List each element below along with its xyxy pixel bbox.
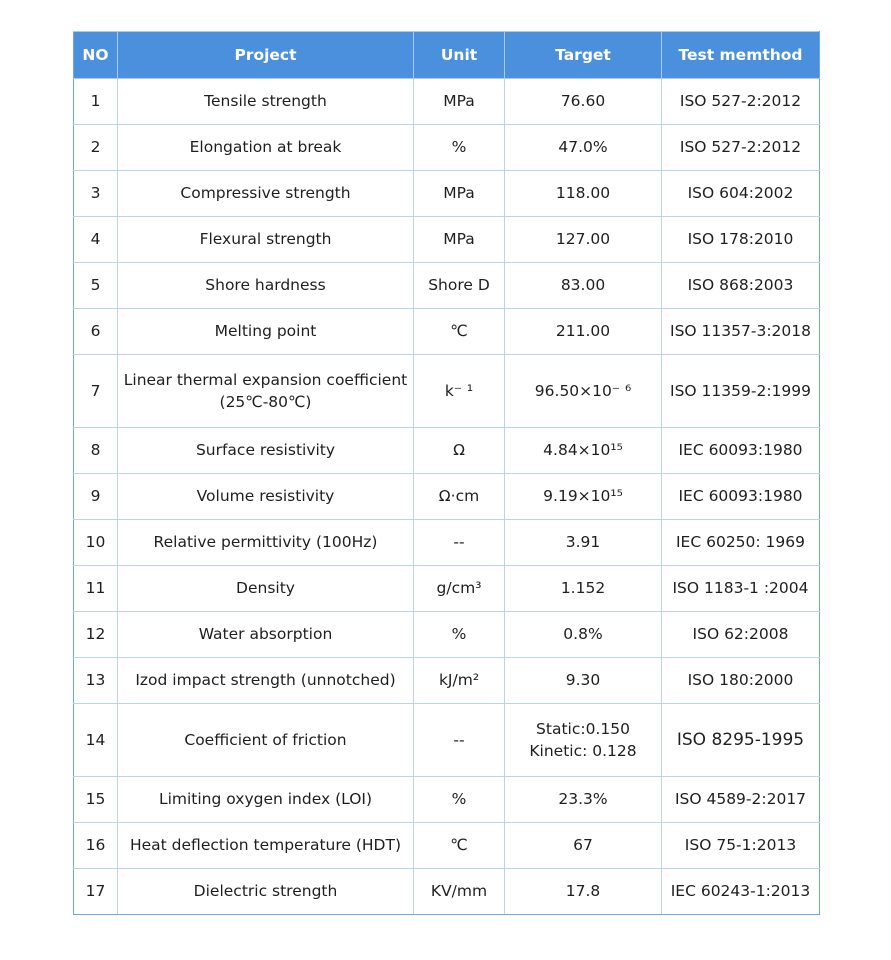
header-no: NO bbox=[74, 32, 118, 79]
properties-table bbox=[73, 31, 820, 915]
table-row bbox=[74, 355, 820, 428]
cell-no: 17 bbox=[74, 869, 118, 915]
cell-project: Surface resistivity bbox=[118, 428, 414, 474]
cell-project: Heat deflection temperature (HDT) bbox=[118, 823, 414, 869]
cell-project: Compressive strength bbox=[118, 171, 414, 217]
cell-no: 16 bbox=[74, 823, 118, 869]
cell-target: 76.60 bbox=[505, 79, 662, 125]
cell-unit: MPa bbox=[414, 217, 505, 263]
table-row bbox=[74, 309, 820, 355]
cell-unit: Ω·cm bbox=[414, 474, 505, 520]
cell-method: ISO 75-1:2013 bbox=[662, 823, 820, 869]
table-row bbox=[74, 704, 820, 777]
cell-target: 83.00 bbox=[505, 263, 662, 309]
table-row bbox=[74, 869, 820, 915]
table-row bbox=[74, 823, 820, 869]
cell-unit: Ω bbox=[414, 428, 505, 474]
cell-method: ISO 8295-1995 bbox=[662, 704, 820, 777]
cell-method: ISO 62:2008 bbox=[662, 612, 820, 658]
cell-project: Density bbox=[118, 566, 414, 612]
cell-project: Water absorption bbox=[118, 612, 414, 658]
cell-target: 9.30 bbox=[505, 658, 662, 704]
cell-project-line1: Linear thermal expansion coefficient bbox=[123, 370, 408, 389]
cell-method: ISO 527-2:2012 bbox=[662, 79, 820, 125]
cell-no: 12 bbox=[74, 612, 118, 658]
table-row bbox=[74, 777, 820, 823]
cell-method: ISO 4589-2:2017 bbox=[662, 777, 820, 823]
cell-unit: MPa bbox=[414, 171, 505, 217]
cell-target: 9.19×10¹⁵ bbox=[505, 474, 662, 520]
cell-project: Limiting oxygen index (LOI) bbox=[118, 777, 414, 823]
cell-method: IEC 60093:1980 bbox=[662, 474, 820, 520]
cell-no: 13 bbox=[74, 658, 118, 704]
table-row bbox=[74, 125, 820, 171]
cell-unit: ℃ bbox=[414, 309, 505, 355]
cell-no: 1 bbox=[74, 79, 118, 125]
table-row bbox=[74, 566, 820, 612]
cell-method: IEC 60250: 1969 bbox=[662, 520, 820, 566]
cell-target: 1.152 bbox=[505, 566, 662, 612]
cell-method: ISO 180:2000 bbox=[662, 658, 820, 704]
table-row bbox=[74, 79, 820, 125]
table-row bbox=[74, 217, 820, 263]
table-row bbox=[74, 658, 820, 704]
cell-unit: k⁻ ¹ bbox=[414, 355, 505, 428]
cell-unit: -- bbox=[414, 520, 505, 566]
cell-no: 9 bbox=[74, 474, 118, 520]
cell-method: ISO 868:2003 bbox=[662, 263, 820, 309]
cell-no: 3 bbox=[74, 171, 118, 217]
cell-target: 118.00 bbox=[505, 171, 662, 217]
cell-method: ISO 11357-3:2018 bbox=[662, 309, 820, 355]
cell-no: 7 bbox=[74, 355, 118, 428]
cell-no: 11 bbox=[74, 566, 118, 612]
cell-project bbox=[118, 355, 414, 428]
cell-target: 0.8% bbox=[505, 612, 662, 658]
cell-no: 10 bbox=[74, 520, 118, 566]
cell-project: Volume resistivity bbox=[118, 474, 414, 520]
cell-unit: g/cm³ bbox=[414, 566, 505, 612]
cell-target bbox=[505, 704, 662, 777]
table-row bbox=[74, 520, 820, 566]
header-test-method: Test memthod bbox=[662, 32, 820, 79]
cell-target-line2: Kinetic: 0.128 bbox=[529, 742, 637, 760]
cell-method: IEC 60093:1980 bbox=[662, 428, 820, 474]
table-row bbox=[74, 263, 820, 309]
cell-method: ISO 604:2002 bbox=[662, 171, 820, 217]
cell-target: 96.50×10⁻ ⁶ bbox=[505, 355, 662, 428]
cell-unit: ℃ bbox=[414, 823, 505, 869]
cell-no: 5 bbox=[74, 263, 118, 309]
cell-target: 4.84×10¹⁵ bbox=[505, 428, 662, 474]
cell-project: Coefficient of friction bbox=[118, 704, 414, 777]
cell-project: Tensile strength bbox=[118, 79, 414, 125]
cell-project: Shore hardness bbox=[118, 263, 414, 309]
cell-no: 4 bbox=[74, 217, 118, 263]
cell-method: ISO 1183-1 :2004 bbox=[662, 566, 820, 612]
cell-target: 211.00 bbox=[505, 309, 662, 355]
cell-unit: % bbox=[414, 125, 505, 171]
cell-target: 67 bbox=[505, 823, 662, 869]
header-project: Project bbox=[118, 32, 414, 79]
cell-project: Izod impact strength (unnotched) bbox=[118, 658, 414, 704]
cell-unit: kJ/m² bbox=[414, 658, 505, 704]
cell-target-line1: Static:0.150 bbox=[536, 719, 630, 738]
table-row bbox=[74, 474, 820, 520]
cell-target: 47.0% bbox=[505, 125, 662, 171]
table-row bbox=[74, 171, 820, 217]
cell-target: 3.91 bbox=[505, 520, 662, 566]
table-row bbox=[74, 612, 820, 658]
header-unit: Unit bbox=[414, 32, 505, 79]
cell-no: 15 bbox=[74, 777, 118, 823]
cell-no: 2 bbox=[74, 125, 118, 171]
cell-project-line2: (25℃-80℃) bbox=[219, 393, 312, 411]
cell-target: 17.8 bbox=[505, 869, 662, 915]
cell-unit: Shore D bbox=[414, 263, 505, 309]
cell-project: Melting point bbox=[118, 309, 414, 355]
header-target: Target bbox=[505, 32, 662, 79]
cell-unit: MPa bbox=[414, 79, 505, 125]
cell-method: ISO 527-2:2012 bbox=[662, 125, 820, 171]
cell-unit: % bbox=[414, 777, 505, 823]
cell-method: IEC 60243-1:2013 bbox=[662, 869, 820, 915]
cell-target: 23.3% bbox=[505, 777, 662, 823]
cell-method: ISO 11359-2:1999 bbox=[662, 355, 820, 428]
cell-project: Relative permittivity (100Hz) bbox=[118, 520, 414, 566]
cell-target: 127.00 bbox=[505, 217, 662, 263]
cell-unit: KV/mm bbox=[414, 869, 505, 915]
cell-no: 6 bbox=[74, 309, 118, 355]
table-header-row bbox=[74, 32, 820, 79]
cell-project: Dielectric strength bbox=[118, 869, 414, 915]
cell-method: ISO 178:2010 bbox=[662, 217, 820, 263]
cell-no: 14 bbox=[74, 704, 118, 777]
cell-project: Elongation at break bbox=[118, 125, 414, 171]
cell-no: 8 bbox=[74, 428, 118, 474]
table-row bbox=[74, 428, 820, 474]
cell-unit: % bbox=[414, 612, 505, 658]
cell-project: Flexural strength bbox=[118, 217, 414, 263]
cell-unit: -- bbox=[414, 704, 505, 777]
